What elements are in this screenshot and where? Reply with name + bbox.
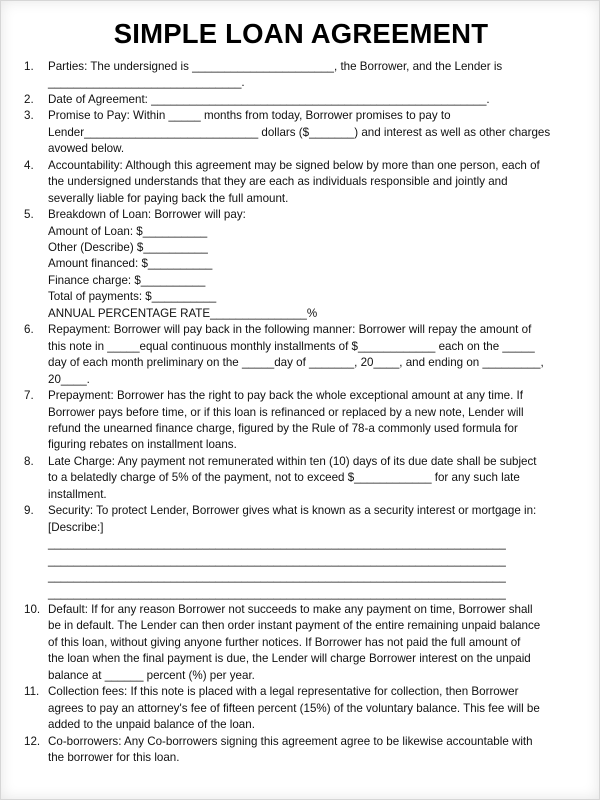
section-line: to a belatedly charge of 5% of the payment, not to exceed $____________ for any such late [48,471,520,485]
section-line: Co-borrowers: Any Co-borrowers signing this agreement agree to be likewise accountable with [48,734,533,748]
section-text [48,59,584,92]
agreement-body [24,59,584,766]
section-number: 10. [24,602,41,616]
section-line: the undersigned understands that they are each as individuals responsible and jointly and [48,175,508,189]
section-line: _______________________________________________________________________ [48,537,506,551]
section-text [48,602,584,684]
section-number: 12. [24,734,41,748]
section-text [48,684,584,733]
section-4 [24,158,584,207]
section-line: Parties: The undersigned is ______________________, the Borrower, and the Lender is [48,60,503,73]
section-line: agrees to pay an attorney's fee of fifteen percent (15%) of the voluntary balance. This fee will be [48,701,540,715]
section-line: figuring rebates on installment loans. [48,438,237,452]
section-text [48,158,584,207]
section-line: the borrower for this loan. [48,751,180,765]
section-text [48,207,584,322]
section-line: Collection fees: If this note is placed with a legal representative for collection, then Borrower [48,685,519,699]
section-11 [24,684,584,733]
section-line: be in default. The Lender can then order instant payment of the entire remaining unpaid balance [48,619,541,633]
section-8 [24,454,584,503]
section-number: 1. [24,60,34,73]
section-text [48,503,584,602]
section-line: Date of Agreement: ____________________________________________________. [48,92,490,106]
section-line: balance at ______ percent (%) per year. [48,668,255,682]
section-number: 3. [24,109,34,123]
section-line: Borrower pays before time, or if this loan is refinanced or replaced by a new note, Lender will [48,405,524,419]
section-line: Lender___________________________ dollars ($_______) and interest as well as other charges [48,125,551,139]
section-line: Late Charge: Any payment not remunerated within ten (10) days of its due date shall be subject [48,454,537,468]
section-12 [24,734,584,767]
section-line: of this loan, without giving anyone further notices. If Borrower has not paid the full amount of [48,635,521,649]
section-7 [24,388,584,454]
section-line: Amount of Loan: $__________ [48,224,208,238]
section-number: 8. [24,454,34,468]
section-line: added to the unpaid balance of the loan. [48,718,255,732]
section-line: Accountability: Although this agreement may be signed below by more than one person, each of [48,158,540,172]
section-line: Breakdown of Loan: Borrower will pay: [48,208,246,222]
section-2 [24,92,584,108]
section-line: day of each month preliminary on the _____day of _______, 20____, and ending on _________, [48,356,544,370]
document-title: SIMPLE LOAN AGREEMENT [113,18,489,49]
section-line: refund the unearned finance charge, figured by the Rule of 78-a commonly used formula for [48,421,518,435]
section-number: 7. [24,389,34,403]
section-text [48,92,584,108]
section-5 [24,207,584,322]
section-number: 5. [24,208,34,222]
section-line: Promise to Pay: Within _____ months from today, Borrower promises to pay to [48,109,451,123]
section-line: Repayment: Borrower will pay back in the following manner: Borrower will repay the amount of [48,323,532,337]
section-line: this note in _____equal continuous monthly installments of $____________ each on the _____ [48,339,535,353]
section-9 [24,503,584,602]
section-line: 20____. [48,372,90,386]
section-line: ANNUAL PERCENTAGE RATE_______________% [48,306,318,320]
section-number: 4. [24,158,34,172]
section-1 [24,59,584,92]
section-3 [24,108,584,157]
section-text [48,108,584,157]
section-text [48,734,584,767]
section-line: [Describe:] [48,520,104,534]
section-line: _______________________________________________________________________ [48,586,506,600]
section-line: installment. [48,487,107,501]
section-line: the loan when the final payment is due, the Lender will charge Borrower interest on the unpaid [48,652,531,666]
section-line: Total of payments: $__________ [48,290,217,304]
section-line: ______________________________. [48,76,245,90]
section-10 [24,602,584,684]
section-line: Default: If for any reason Borrower not succeeds to make any payment on time, Borrower shall [48,602,533,616]
section-text [48,454,584,503]
section-number: 6. [24,323,34,337]
section-number: 11. [24,685,40,699]
section-line: _______________________________________________________________________ [48,570,506,584]
section-line: _______________________________________________________________________ [48,553,506,567]
section-text [48,322,584,388]
section-line: Prepayment: Borrower has the right to pay back the whole exceptional amount at any time. If [48,389,523,403]
section-line: Other (Describe) $__________ [48,240,208,254]
section-text [48,388,584,454]
section-line: Finance charge: $__________ [48,273,206,287]
section-number: 2. [24,92,34,106]
section-6 [24,322,584,388]
section-line: Security: To protect Lender, Borrower gives what is known as a security interest or mortgage in: [48,504,537,518]
section-line: Amount financed: $__________ [48,257,213,271]
section-line: severally liable for paying back the full amount. [48,191,289,205]
section-number: 9. [24,504,34,518]
section-line: avowed below. [48,142,125,156]
